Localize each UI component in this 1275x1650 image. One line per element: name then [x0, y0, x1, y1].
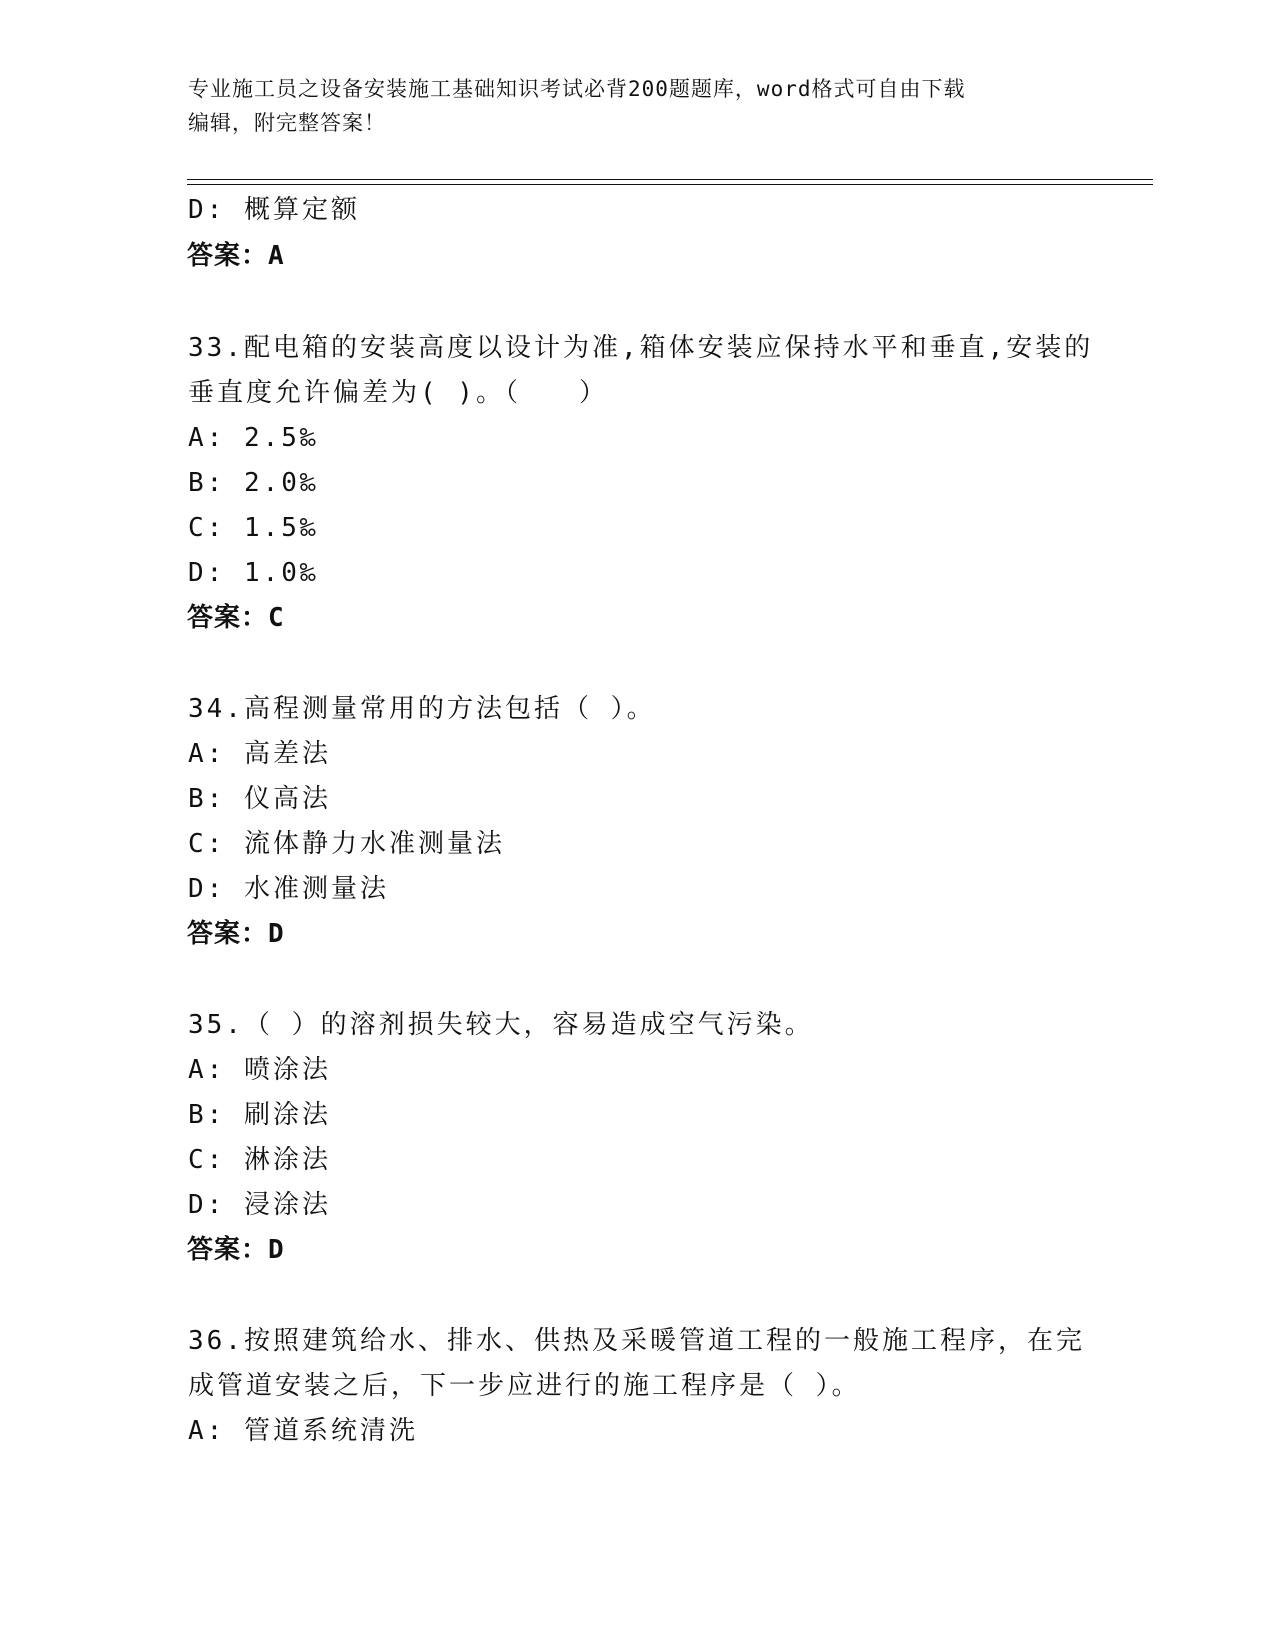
prev-option-d: D: 概算定额 — [188, 195, 360, 225]
question-33-stem-line-2: 垂直度允许偏差为( )。（ ） — [188, 378, 608, 408]
header-title-line-1: 专业施工员之设备安装施工基础知识考试必背200题题库，word格式可自由下载 — [188, 77, 966, 101]
header-divider-top — [187, 179, 1153, 180]
question-36-stem-line-2: 成管道安装之后，下一步应进行的施工程序是（ ）。 — [188, 1371, 861, 1401]
question-35-option-a: A: 喷涂法 — [188, 1055, 331, 1085]
question-33-option-d: D: 1.0‰ — [188, 558, 319, 588]
question-34-option-a: A: 高差法 — [188, 739, 331, 769]
question-35-answer: 答案：D — [187, 1235, 285, 1265]
question-33-stem-line-1: 33.配电箱的安装高度以设计为准,箱体安装应保持水平和垂直,安装的 — [188, 333, 1094, 363]
question-33-option-c: C: 1.5‰ — [188, 513, 319, 543]
question-35-option-c: C: 淋涂法 — [188, 1145, 331, 1175]
question-35-stem: 35.（ ）的溶剂损失较大，容易造成空气污染。 — [188, 1010, 814, 1040]
header-title-line-2: 编辑，附完整答案！ — [188, 111, 386, 135]
header-divider-bottom — [187, 184, 1153, 185]
question-34-option-b: B: 仪高法 — [188, 784, 331, 814]
question-35-option-d: D: 浸涂法 — [188, 1190, 331, 1220]
question-33-answer: 答案：C — [187, 603, 285, 633]
question-33-option-a: A: 2.5‰ — [188, 423, 319, 453]
question-34-option-d: D: 水准测量法 — [188, 874, 389, 904]
question-33-option-b: B: 2.0‰ — [188, 468, 319, 498]
question-36-option-a: A: 管道系统清洗 — [188, 1416, 418, 1446]
question-36-stem-line-1: 36.按照建筑给水、排水、供热及采暖管道工程的一般施工程序，在完 — [188, 1326, 1085, 1356]
question-34-stem: 34.高程测量常用的方法包括（ ）。 — [188, 694, 656, 724]
prev-answer: 答案：A — [187, 241, 285, 271]
question-34-answer: 答案：D — [187, 919, 285, 949]
document-header — [188, 72, 1088, 140]
question-34-option-c: C: 流体静力水准测量法 — [188, 829, 505, 859]
question-35-option-b: B: 刷涂法 — [188, 1100, 331, 1130]
